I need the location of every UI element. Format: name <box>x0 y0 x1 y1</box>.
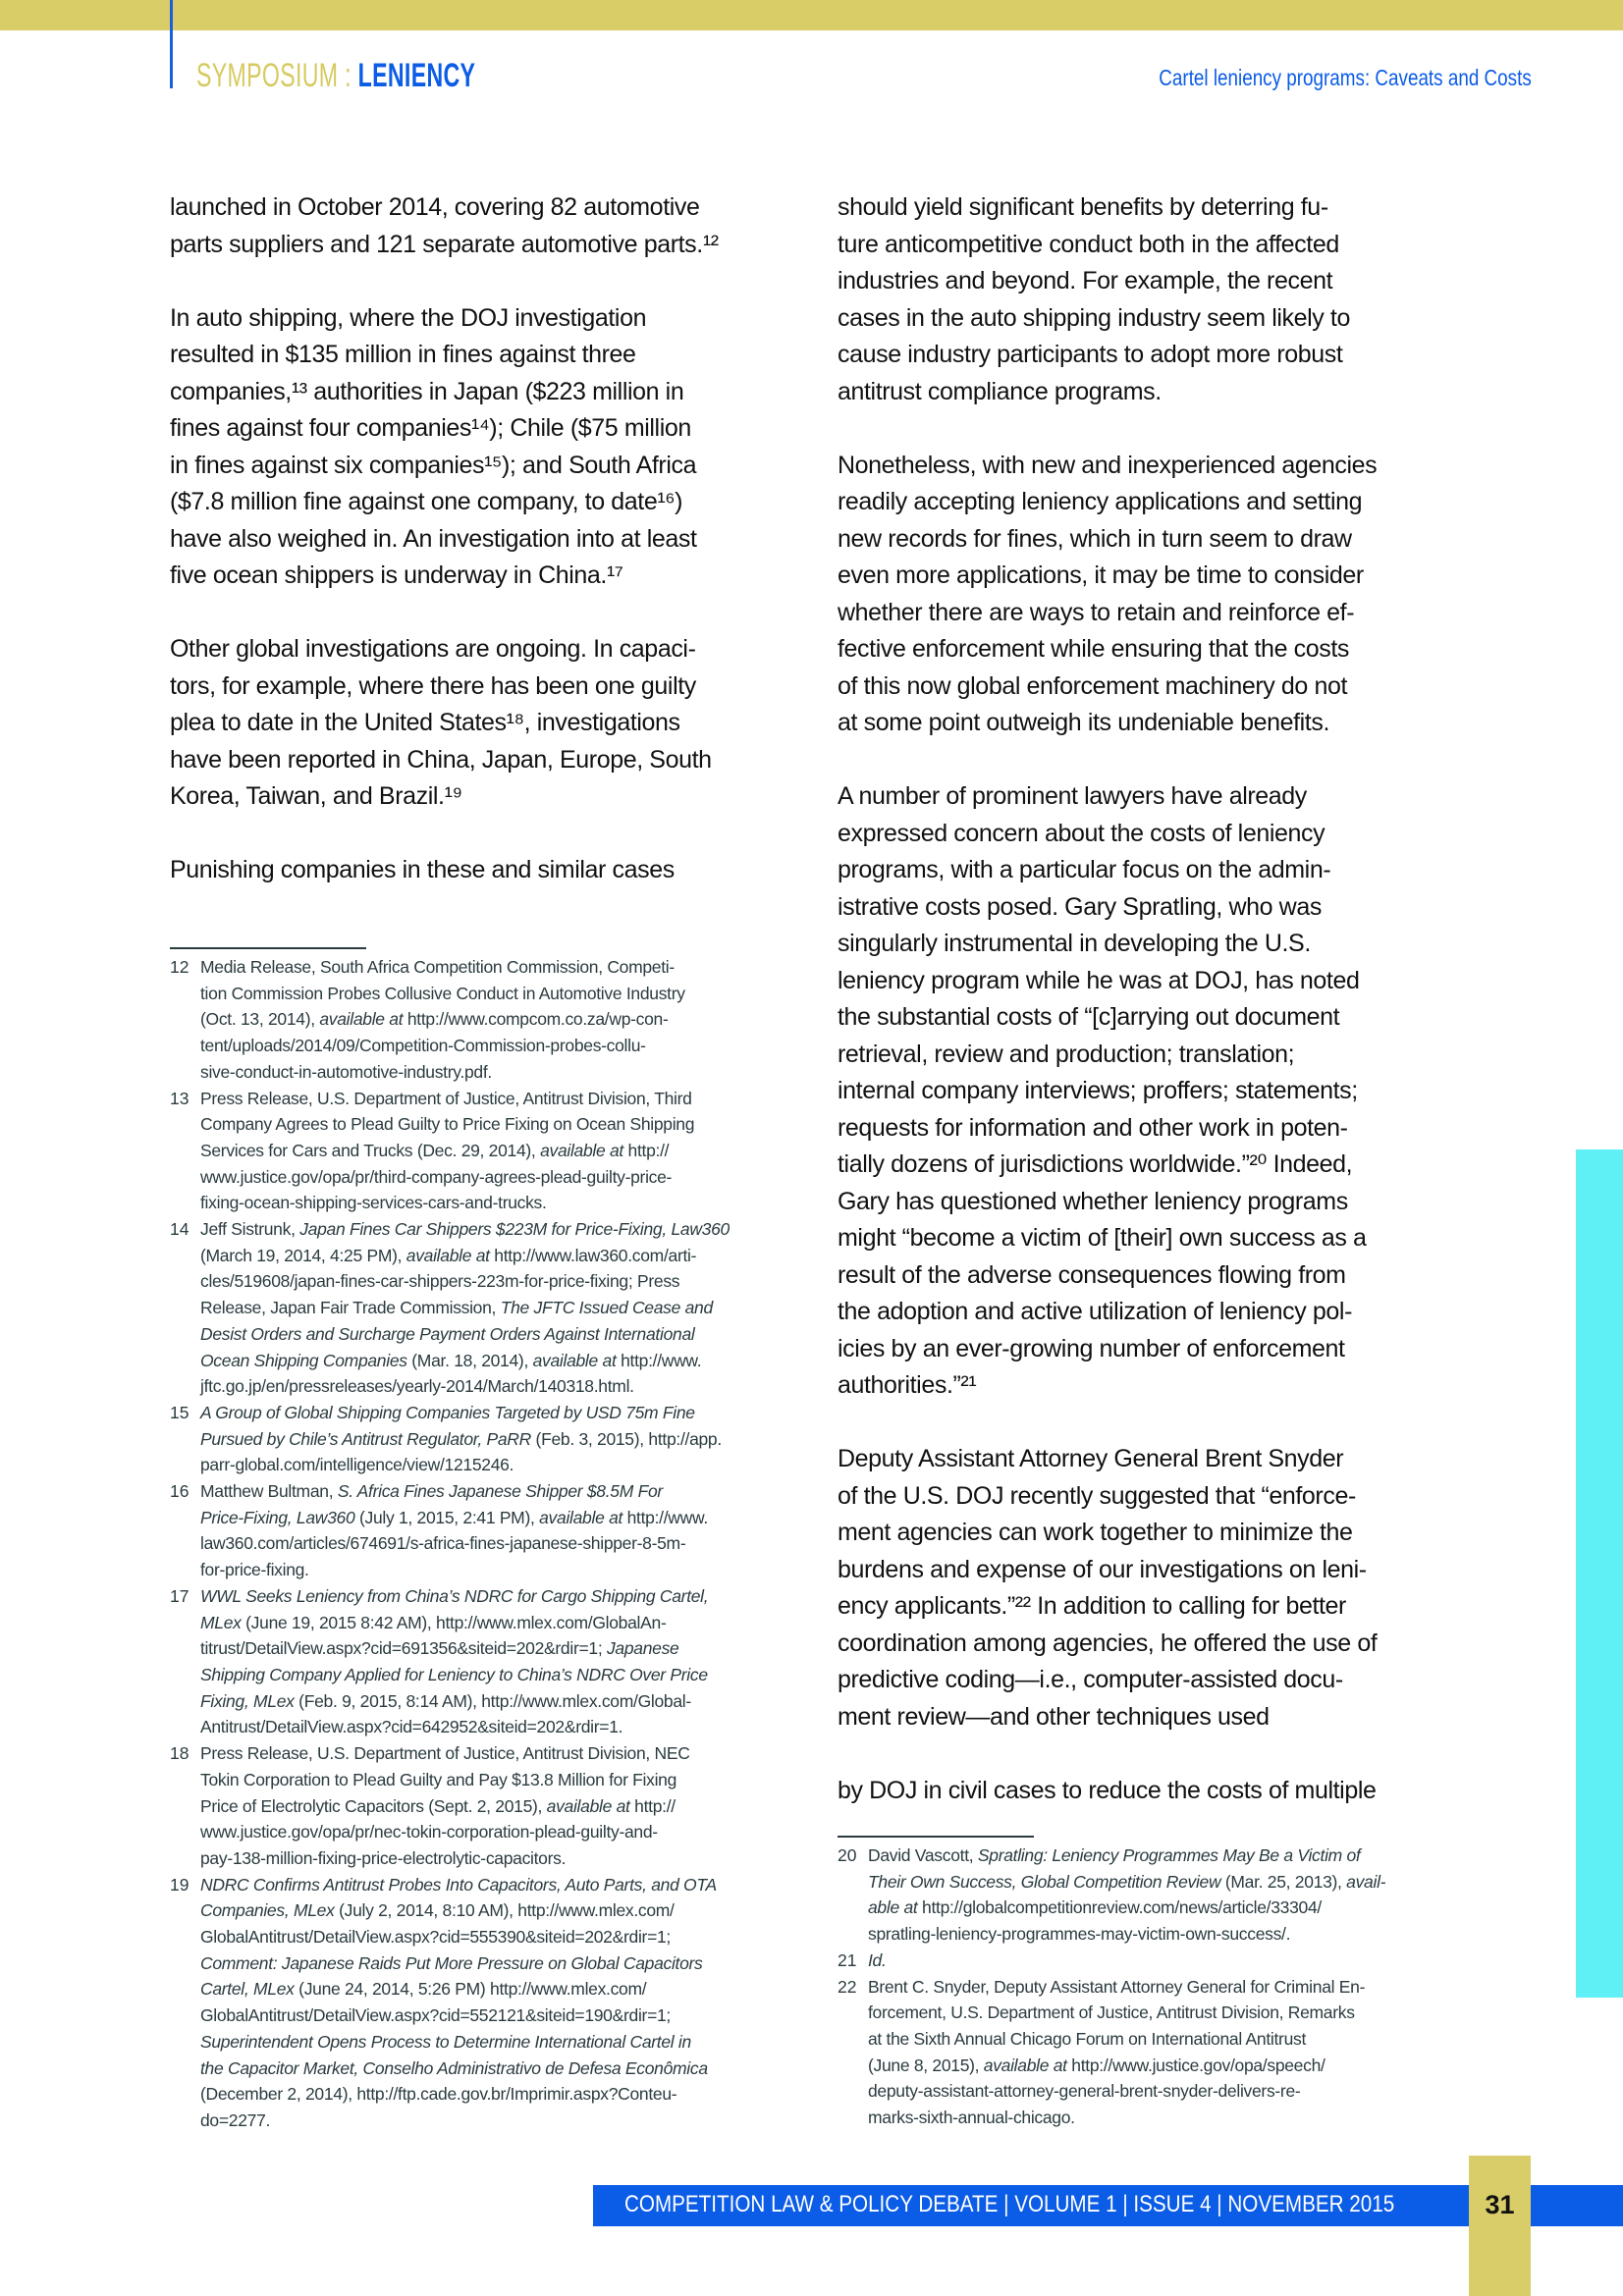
text-line: ency applicants.”²² In addition to calling for better <box>838 1592 1346 1620</box>
footnote-text: pay-138-million-fixing-price-electrolytic-capacitors. <box>200 1847 567 1868</box>
footnote-line <box>200 1478 798 1505</box>
paragraph <box>838 1441 1466 1735</box>
text-line: of this now global enforcement machinery do not <box>838 671 1348 700</box>
section-heading <box>196 57 475 95</box>
paragraph <box>838 1773 1466 1810</box>
footnote-line <box>200 2029 798 2056</box>
footnote-divider-left <box>170 947 366 949</box>
text-line: new records for fines, which in turn seem to draw <box>838 524 1352 553</box>
text-line: the adoption and active utilization of leniency pol- <box>838 1298 1353 1325</box>
footnote-line <box>200 1819 798 1845</box>
footnote-text: Press Release, U.S. Department of Justice, Antitrust Division, NEC <box>200 1743 690 1764</box>
text-line: whether there are ways to retain and reinforce ef- <box>838 598 1355 626</box>
footnote-text: http://www.compcom.co.za/wp-con- <box>403 1009 669 1030</box>
footnote <box>838 1948 1466 1974</box>
footnote-text: (Feb. 9, 2015, 8:14 AM), http://www.mlex.com/Global- <box>294 1690 691 1711</box>
text-line: icies by an ever-growing number of enforcement <box>838 1334 1345 1362</box>
footnote-line <box>200 1505 798 1531</box>
text-line: even more applications, it may be time to consider <box>838 561 1364 589</box>
footnote-italic-text: Japanese <box>606 1638 679 1659</box>
footnote-italic-text: Spratling: Leniency Programmes May Be a Victim of <box>977 1845 1361 1865</box>
footnote <box>838 1974 1466 2131</box>
footnote-italic-text: available at <box>532 1350 617 1370</box>
footnote-italic-text: Pursued by Chile’s Antitrust Regulator, PaRR <box>200 1428 531 1449</box>
footnote-italic-text: The JFTC Issued Cease and <box>500 1298 713 1318</box>
text-line: leniency program while he was at DOJ, has noted <box>838 966 1360 994</box>
footnote-text: www.justice.gov/opa/pr/nec-tokin-corporation-plead-guilty-and- <box>200 1822 658 1842</box>
text-line: result of the adverse consequences flowing from <box>838 1260 1346 1289</box>
footnote-text: parr-global.com/intelligence/view/1215246. <box>200 1455 514 1475</box>
footnote-line <box>200 1557 798 1583</box>
footnote-line <box>868 1895 1466 1921</box>
footnote-line <box>200 1530 798 1557</box>
footnote-text: Jeff Sistrunk, <box>200 1219 300 1240</box>
footnote-italic-text: Ocean Shipping Companies <box>200 1350 407 1370</box>
footnote-divider-right <box>838 1836 1034 1838</box>
footnote-italic-text: Superintendent Opens Process to Determine International Cartel in <box>200 2031 691 2052</box>
footnote-line <box>200 1610 798 1636</box>
text-line: ment agencies can work together to minimize the <box>838 1519 1353 1546</box>
footnote-text: sive-conduct-in-automotive-industry.pdf. <box>200 1061 492 1082</box>
footnote-line <box>200 1373 798 1400</box>
footnote-italic-text: NDRC Confirms Antitrust Probes Into Capacitors, Auto Parts, and OTA <box>200 1874 717 1895</box>
text-line: the substantial costs of “[c]arrying out document <box>838 1003 1340 1031</box>
footnote-text: GlobalAntitrust/DetailView.aspx?cid=552121&siteid=190&rdir=1; <box>200 2005 671 2026</box>
footnote-line <box>200 1111 798 1138</box>
footnote-text: cles/519608/japan-fines-car-shippers-223m-for-price-fixing; Press <box>200 1271 680 1292</box>
footnote <box>170 1400 798 1478</box>
footnote-number: 12 <box>170 957 189 977</box>
footnote-text: http://www. <box>622 1507 708 1527</box>
text-line: Nonetheless, with new and inexperienced agencies <box>838 451 1378 479</box>
running-title: Cartel leniency programs: Caveats and Costs <box>1159 65 1532 90</box>
footnote-line <box>200 1976 798 2002</box>
body-column-left <box>170 189 798 926</box>
footnote-text: David Vascott, <box>868 1845 978 1865</box>
text-line: fines against four companies¹⁴); Chile ($75 million <box>170 414 691 442</box>
text-line: expressed concern about the costs of leniency <box>838 819 1325 847</box>
footnote-italic-text: available at <box>539 1507 623 1527</box>
paragraph <box>838 448 1466 742</box>
footnote-line <box>868 2053 1466 2079</box>
footnote-text: http://globalcompetitionreview.com/news/article/33304/ <box>917 1897 1322 1918</box>
footnote-line <box>200 1006 798 1033</box>
footnote-text: (Oct. 13, 2014), <box>200 1009 320 1030</box>
footnote <box>170 1086 798 1217</box>
footnote-text: http:// <box>623 1140 670 1160</box>
side-tab-marker <box>1576 1149 1623 1998</box>
footnote-line <box>200 1033 798 1059</box>
footnote-text: jftc.go.jp/en/pressreleases/yearly-2014/March/140318.html. <box>200 1376 634 1397</box>
footnote-italic-text: WWL Seeks Leniency from China’s NDRC for Cargo Shipping Cartel, <box>200 1585 709 1606</box>
footnote-text: http://www.law360.com/arti- <box>489 1245 697 1265</box>
footnote <box>170 1583 798 1740</box>
text-line: have also weighed in. An investigation into at least <box>170 524 697 553</box>
footnote-number: 21 <box>838 1949 857 1970</box>
footnote-text: deputy-assistant-attorney-general-brent-snyder-delivers-re- <box>868 2081 1301 2102</box>
text-line: authorities.”²¹ <box>838 1371 977 1399</box>
footnote-text: spratling-leniency-programmes-may-victim-own-success/. <box>868 1924 1291 1945</box>
footnote-text: http://www. <box>616 1350 702 1370</box>
footnote-line <box>200 1924 798 1950</box>
footnote-text: do=2277. <box>200 2109 271 2130</box>
footnote-line <box>200 1897 798 1924</box>
footnote-line <box>200 954 798 981</box>
text-line: requests for information and other work in poten- <box>838 1113 1348 1142</box>
footnote-number: 20 <box>838 1845 857 1865</box>
text-line: ($7.8 million fine against one company, to date¹⁶) <box>170 488 683 515</box>
footnote-text: www.justice.gov/opa/pr/third-company-agrees-plead-guilty-price- <box>200 1166 673 1187</box>
text-line: A number of prominent lawyers have already <box>838 782 1307 810</box>
text-line: Gary has questioned whether leniency programs <box>838 1187 1348 1215</box>
text-line: industries and beyond. For example, the recent <box>838 267 1333 294</box>
text-line: might “become a victim of [their] own success as a <box>838 1224 1367 1252</box>
footnote-text: marks-sixth-annual-chicago. <box>868 2108 1075 2128</box>
paragraph <box>170 189 798 263</box>
text-line: at some point outweigh its undeniable benefits. <box>838 709 1329 736</box>
footnote-line <box>200 1950 798 1977</box>
footnote-text: (Mar. 18, 2014), <box>406 1350 533 1370</box>
footnote-italic-text: Desist Orders and Surcharge Payment Orders Against International <box>200 1323 695 1344</box>
text-line: antitrust compliance programs. <box>838 377 1162 405</box>
footnote-line <box>868 1974 1466 2001</box>
footnote-number: 17 <box>170 1585 189 1606</box>
footnote-text: Press Release, U.S. Department of Justice, Antitrust Division, Third <box>200 1088 692 1108</box>
footnote-text: Antitrust/DetailView.aspx?cid=642952&siteid=202&rdir=1. <box>200 1717 623 1737</box>
text-line: ment review—and other techniques used <box>838 1702 1270 1731</box>
footnote-text: Release, Japan Fair Trade Commission, <box>200 1298 501 1318</box>
footnote-line <box>200 1583 798 1610</box>
footnote-text: Matthew Bultman, <box>200 1481 338 1502</box>
footnote-line <box>200 981 798 1007</box>
footnote-line <box>200 1662 798 1688</box>
footnote-line <box>200 1400 798 1426</box>
text-line: Punishing companies in these and similar cases <box>170 856 675 883</box>
footnote-line <box>200 2002 798 2029</box>
footnote-italic-text: Companies, MLex <box>200 1900 335 1921</box>
footnote-line <box>868 1869 1466 1896</box>
text-line: In auto shipping, where the DOJ investigation <box>170 303 647 332</box>
text-line: internal company interviews; proffers; statements; <box>838 1077 1358 1104</box>
footnote-text: GlobalAntitrust/DetailView.aspx?cid=555390&siteid=202&rdir=1; <box>200 1927 671 1948</box>
footnote-text: http://www.justice.gov/opa/speech/ <box>1066 2055 1325 2075</box>
footnote-italic-text: Cartel, MLex <box>200 1979 295 2000</box>
text-line: programs, with a particular focus on the admin- <box>838 856 1331 883</box>
footnote-line <box>200 1872 798 1898</box>
footnote-text: tent/uploads/2014/09/Competition-Commission-probes-collu- <box>200 1036 646 1056</box>
body-column-right <box>838 189 1466 1846</box>
footnote-italic-text: available at <box>540 1140 623 1160</box>
text-line: tially dozens of jurisdictions worldwide.”²⁰ Indeed, <box>838 1150 1353 1178</box>
text-line: should yield significant benefits by deterring fu- <box>838 193 1328 221</box>
footnote-text: http:// <box>629 1795 676 1816</box>
footnote-italic-text: Japan Fines Car Shippers $223M for Price-Fixing, Law360 <box>299 1219 730 1240</box>
footnote-line <box>200 1740 798 1767</box>
text-line: parts suppliers and 121 separate automotive parts.¹² <box>170 230 719 258</box>
footnote-italic-text: available at <box>406 1245 490 1265</box>
footnote-text: (July 1, 2015, 2:41 PM), <box>354 1507 540 1527</box>
text-line: Other global investigations are ongoing. In capaci- <box>170 635 696 663</box>
text-line: ture anticompetitive conduct both in the affected <box>838 230 1339 258</box>
footnote-italic-text: S. Africa Fines Japanese Shipper $8.5M For <box>337 1481 663 1502</box>
footnote-italic-text: able at <box>868 1897 918 1918</box>
footnote-number: 14 <box>170 1219 189 1240</box>
footnote-line <box>200 1190 798 1216</box>
page-number: 31 <box>1485 2190 1515 2219</box>
footnote-text: tion Commission Probes Collusive Conduct in Automotive Industry <box>200 983 685 1003</box>
footnote-line <box>200 1295 798 1321</box>
footnote-italic-text: available at <box>546 1795 630 1816</box>
footnote-italic-text: Fixing, MLex <box>200 1690 295 1711</box>
footnote-number: 16 <box>170 1481 189 1502</box>
footnote-line <box>868 2000 1466 2026</box>
footnote-text: Company Agrees to Plead Guilty to Price Fixing on Ocean Shipping <box>200 1114 695 1135</box>
footnote-text: (June 19, 2015 8:42 AM), http://www.mlex.com/GlobalAn- <box>241 1612 667 1632</box>
text-line: Deputy Assistant Attorney General Brent Snyder <box>838 1445 1344 1472</box>
footnote-italic-text: MLex <box>200 1612 242 1632</box>
footnote-italic-text: available at <box>319 1009 404 1030</box>
footnote-line <box>200 2056 798 2082</box>
footnote-text: (Mar. 25, 2013), <box>1220 1871 1347 1892</box>
footnote <box>170 1740 798 1872</box>
footnote-line <box>200 1845 798 1872</box>
text-line: tors, for example, where there has been one guilty <box>170 671 696 700</box>
text-line: singularly instrumental in developing the U.S. <box>838 930 1311 957</box>
header-accent-line <box>170 0 173 88</box>
footnote-number: 22 <box>838 1976 857 1997</box>
text-line: have been reported in China, Japan, Europe, South <box>170 745 712 774</box>
footnote-italic-text: available at <box>983 2055 1067 2075</box>
text-line: launched in October 2014, covering 82 automotive <box>170 193 700 221</box>
footnote-text: Services for Cars and Trucks (Dec. 29, 2014), <box>200 1140 541 1160</box>
footnote-line <box>200 1243 798 1269</box>
text-line: Korea, Taiwan, and Brazil.¹⁹ <box>170 782 462 810</box>
paragraph <box>838 778 1466 1405</box>
paragraph <box>170 300 798 595</box>
footnote-line <box>200 1793 798 1820</box>
footnote-line <box>200 1452 798 1478</box>
footnote-italic-text: Id. <box>868 1949 887 1970</box>
footnote-line <box>200 1688 798 1715</box>
text-line: coordination among agencies, he offered the use of <box>838 1629 1378 1657</box>
footnote <box>838 1842 1466 1948</box>
footnote-line <box>868 2105 1466 2131</box>
footnote-line <box>200 1268 798 1295</box>
footnote-text: Price of Electrolytic Capacitors (Sept. 2, 2015), <box>200 1795 547 1816</box>
footnote-text: forcement, U.S. Department of Justice, Antitrust Division, Remarks <box>868 2002 1355 2023</box>
paragraph <box>838 189 1466 410</box>
footnote-text: (July 2, 2014, 8:10 AM), http://www.mlex.com/ <box>334 1900 675 1921</box>
footnote-line <box>200 1348 798 1374</box>
footnote-text: Brent C. Snyder, Deputy Assistant Attorney General for Criminal En- <box>868 1976 1366 1997</box>
footnote-line <box>868 1921 1466 1948</box>
footnote-line <box>200 1059 798 1086</box>
footnote-text: (June 8, 2015), <box>868 2055 984 2075</box>
footnote-number: 15 <box>170 1402 189 1422</box>
footnote-line <box>200 1426 798 1453</box>
footnote-italic-text: the Capacitor Market, Conselho Administrativo de Defesa Econômica <box>200 2057 708 2078</box>
footnotes-left <box>170 954 798 2134</box>
footnote-line <box>868 1842 1466 1869</box>
footnote-number: 13 <box>170 1088 189 1108</box>
footnote-text: fixing-ocean-shipping-services-cars-and-trucks. <box>200 1193 547 1213</box>
section-topic: LENIENCY <box>357 57 476 94</box>
footnote-italic-text: Price-Fixing, Law360 <box>200 1507 355 1527</box>
footnote-line <box>868 1948 1466 1974</box>
text-line: istrative costs posed. Gary Spratling, who was <box>838 892 1322 921</box>
text-line: resulted in $135 million in fines against three <box>170 341 636 368</box>
footnote-text: at the Sixth Annual Chicago Forum on International Antitrust <box>868 2028 1307 2049</box>
footnote-line <box>200 1086 798 1112</box>
footer-publication-info: COMPETITION LAW & POLICY DEBATE | VOLUME 1 | ISSUE 4 | NOVEMBER 2015 <box>624 2191 1395 2217</box>
footnote-line <box>200 1138 798 1164</box>
footnote-line <box>200 1216 798 1243</box>
text-line: of the U.S. DOJ recently suggested that “enforce- <box>838 1481 1356 1510</box>
paragraph <box>170 631 798 816</box>
footnote-text: for-price-fixing. <box>200 1560 309 1580</box>
footnote-number: 19 <box>170 1874 189 1895</box>
footnote-text: (December 2, 2014), http://ftp.cade.gov.br/Imprimir.aspx?Conteu- <box>200 2084 677 2105</box>
text-line: by DOJ in civil cases to reduce the costs of multiple <box>838 1776 1377 1804</box>
footnote <box>170 1872 798 2134</box>
page-number-tab <box>1469 2156 1531 2296</box>
footnote-line <box>200 1635 798 1662</box>
footnote-italic-text: Comment: Japanese Raids Put More Pressure on Global Capacitors <box>200 1952 703 1973</box>
footnote-line <box>200 2108 798 2134</box>
footnote <box>170 1216 798 1400</box>
text-line: readily accepting leniency applications and setting <box>838 488 1363 515</box>
footnote-italic-text: avail- <box>1346 1871 1386 1892</box>
section-label: SYMPOSIUM : <box>196 57 352 94</box>
text-line: companies,¹³ authorities in Japan ($223 million in <box>170 377 684 405</box>
footnote-number: 18 <box>170 1743 189 1764</box>
footnote-line <box>200 1164 798 1191</box>
text-line: burdens and expense of our investigations on leni- <box>838 1555 1367 1583</box>
text-line: cause industry participants to adopt more robust <box>838 341 1343 368</box>
footnote <box>170 1478 798 1583</box>
text-line: fective enforcement while ensuring that the costs <box>838 635 1349 663</box>
footnote-line <box>868 2078 1466 2105</box>
top-color-band <box>0 0 1623 30</box>
text-line: plea to date in the United States¹⁸, investigations <box>170 709 680 736</box>
footnote-line <box>200 1714 798 1740</box>
footnotes-right <box>838 1842 1466 2131</box>
footnote-line <box>868 2026 1466 2053</box>
paragraph <box>170 852 798 889</box>
footnote-text: (March 19, 2014, 4:25 PM), <box>200 1245 406 1265</box>
footnote-text: titrust/DetailView.aspx?cid=691356&siteid=202&rdir=1; <box>200 1638 607 1659</box>
text-line: cases in the auto shipping industry seem likely to <box>838 303 1350 332</box>
footnote-italic-text: Shipping Company Applied for Leniency to China’s NDRC Over Price <box>200 1664 708 1684</box>
footnote-line <box>200 1767 798 1793</box>
text-line: predictive coding—i.e., computer-assisted docu- <box>838 1666 1343 1693</box>
footnote-text: (June 24, 2014, 5:26 PM) http://www.mlex.com/ <box>294 1979 647 2000</box>
footnote-italic-text: A Group of Global Shipping Companies Targeted by USD 75m Fine <box>200 1402 695 1422</box>
footnote-text: Media Release, South Africa Competition Commission, Competi- <box>200 957 675 977</box>
footnote <box>170 954 798 1086</box>
text-line: five ocean shippers is underway in China.¹⁷ <box>170 561 623 589</box>
footnote-text: law360.com/articles/674691/s-africa-fines-japanese-shipper-8-5m- <box>200 1533 686 1554</box>
text-line: in fines against six companies¹⁵); and South Africa <box>170 451 697 479</box>
footnote-line <box>200 2081 798 2108</box>
text-line: retrieval, review and production; translation; <box>838 1040 1295 1068</box>
footnote-text: (Feb. 3, 2015), http://app. <box>530 1428 722 1449</box>
footnote-text: Tokin Corporation to Plead Guilty and Pay $13.8 Million for Fixing <box>200 1769 677 1789</box>
footnote-italic-text: Their Own Success, Global Competition Review <box>868 1871 1221 1892</box>
footnote-line <box>200 1321 798 1348</box>
